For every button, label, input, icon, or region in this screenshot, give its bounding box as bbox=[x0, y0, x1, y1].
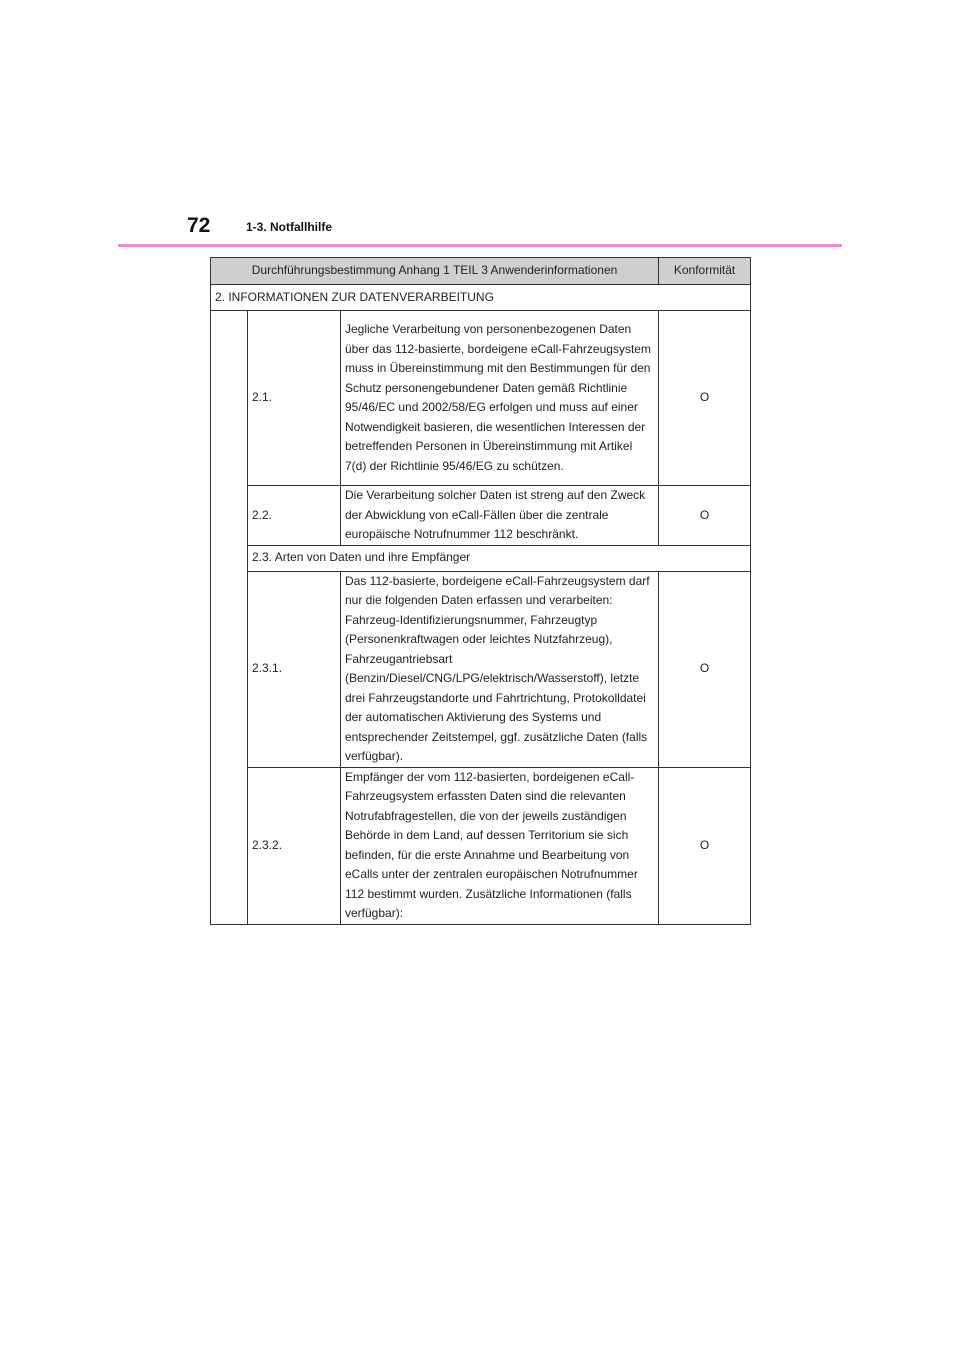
conformity-mark: O bbox=[659, 571, 751, 767]
clause-number: 2.2. bbox=[248, 486, 341, 546]
regulation-table bbox=[210, 257, 751, 925]
clause-text: Empfänger der vom 112-basierten, bordeigenen eCall-Fahrzeugsystem erfassten Daten sind die relevanten Notrufabfragestellen, die von der jeweils zuständigen Behörde in dem Land, auf dessen Territorium sie sich befinden, für die erste Annahme und Bearbeitung von eCalls unter der zentralen europäischen Notrufnummer 112 bestimmt wurden. Zusätzliche Informationen (falls verfügbar): bbox=[341, 767, 659, 924]
conformity-mark: O bbox=[659, 767, 751, 924]
conformity-mark: O bbox=[659, 486, 751, 546]
clause-text: Die Verarbeitung solcher Daten ist streng auf den Zweck der Abwicklung von eCall-Fällen über die zentrale europäische Notrufnummer 112 beschränkt. bbox=[341, 486, 659, 546]
column-header-conformity: Konformität bbox=[659, 258, 751, 285]
indent-cell bbox=[211, 311, 248, 925]
table-row bbox=[211, 545, 751, 571]
clause-number: 2.3.2. bbox=[248, 767, 341, 924]
table-row bbox=[211, 486, 751, 546]
section-heading-2-3: 2.3. Arten von Daten und ihre Empfänger bbox=[248, 545, 751, 571]
header-divider bbox=[118, 244, 842, 247]
table-row bbox=[211, 571, 751, 767]
page-number: 72 bbox=[187, 214, 211, 237]
column-header-regulation: Durchführungsbestimmung Anhang 1 TEIL 3 Anwenderinformationen bbox=[211, 258, 659, 285]
section-title: 1-3. Notfallhilfe bbox=[246, 220, 333, 234]
clause-text: Das 112-basierte, bordeigene eCall-Fahrzeugsystem darf nur die folgenden Daten erfassen und verarbeiten: Fahrzeug-Identifizierungsnummer, Fahrzeugtyp (Personenkraftwagen oder leichtes Nutzfahrzeug), Fahrzeugantriebsart (Benzin/Diesel/CNG/LPG/elektrisch/Wasserstoff), letzte drei Fahrzeugstandorte und Fahrtrichtung, Protokolldatei der automatischen Aktivierung des Systems und entsprechender Zeitstempel, ggf. zusätzliche Daten (falls verfügbar). bbox=[341, 571, 659, 767]
clause-text: Jegliche Verarbeitung von personenbezogenen Daten über das 112-basierte, bordeigene eCall-Fahrzeugsystem muss in Übereinstimmung mit den Bestimmungen für den Schutz personengebundener Daten gemäß Richtlinie 95/46/EC und 2002/58/EG erfolgen und muss auf einer Notwendigkeit basieren, die wesentlichen Interessen der betreffenden Personen in Übereinstimmung mit Artikel 7(d) der Richtlinie 95/46/EG zu schützen. bbox=[341, 311, 659, 486]
conformity-mark: O bbox=[659, 311, 751, 486]
table-row bbox=[211, 767, 751, 924]
table-row bbox=[211, 285, 751, 311]
clause-number: 2.1. bbox=[248, 311, 341, 486]
table-row bbox=[211, 311, 751, 486]
clause-number: 2.3.1. bbox=[248, 571, 341, 767]
table-header-row bbox=[211, 258, 751, 285]
section-heading-2: 2. INFORMATIONEN ZUR DATENVERARBEITUNG bbox=[211, 285, 751, 311]
